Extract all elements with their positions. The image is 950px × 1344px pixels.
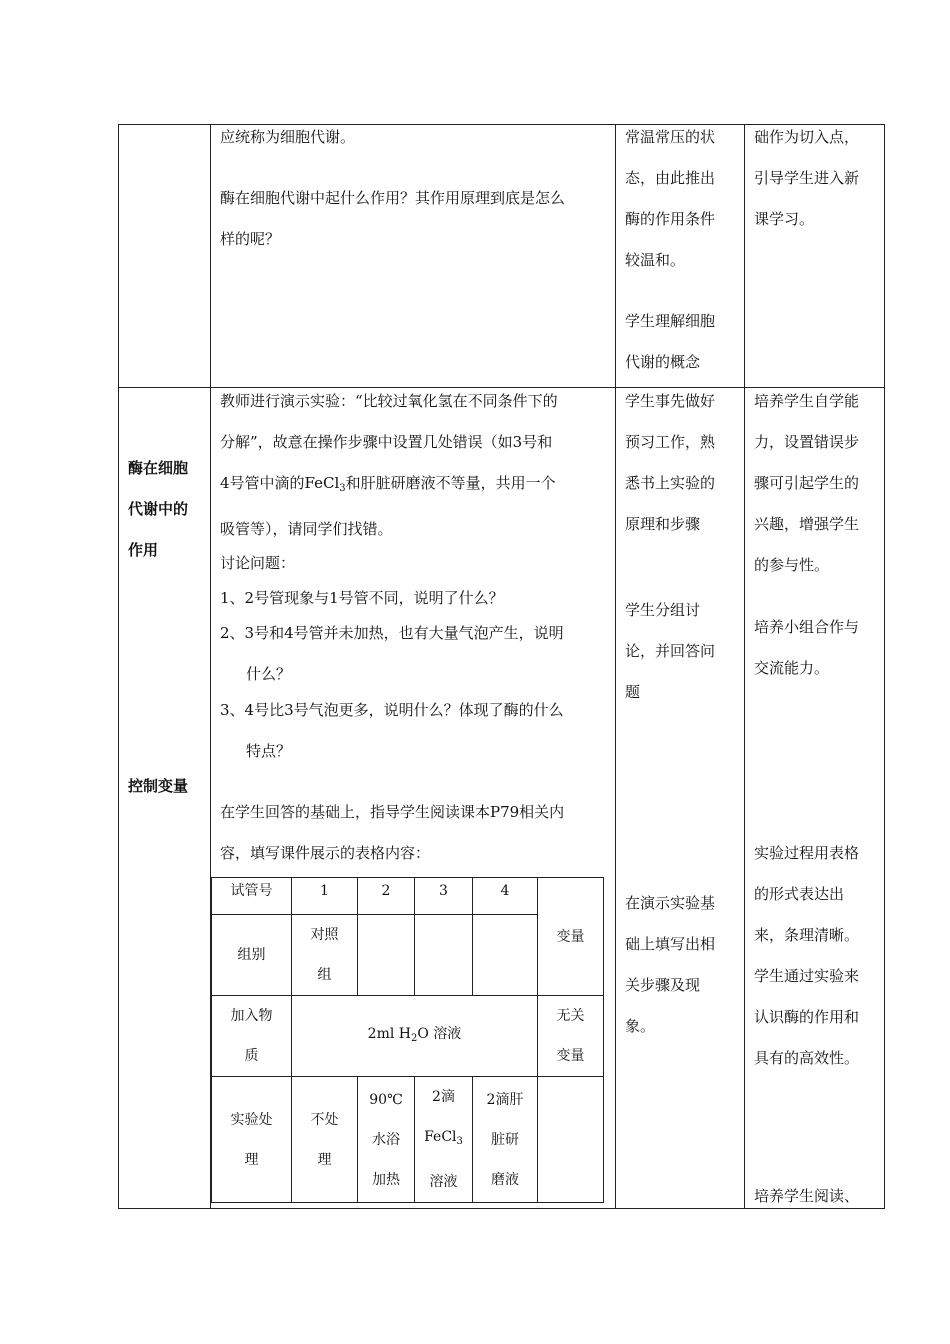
row2-student-discussion [625,590,737,713]
cell-line: 无关 [556,1008,585,1024]
table-cell [212,1077,292,1203]
cell-line: 2滴 [432,1089,455,1105]
row2-purpose-reading: 培养学生阅读、 [754,1187,860,1205]
text-line: 代谢的概念 [625,353,701,371]
table-row [212,1077,604,1203]
section-title-control-variable: 控制变量 [128,777,189,795]
text-line: 酶在细胞代谢中起什么作用？其作用原理到底是怎么 [220,189,566,207]
text-line: 作用 [128,541,159,559]
text-line: 实验过程用表格 [754,844,860,862]
text-line: 原理和步骤 [625,515,701,533]
table-cell: 变量 [538,878,604,996]
text-line: 础上填写出相 [625,935,716,953]
text-line: 学生通过实验来 [754,967,860,985]
text-line: 应统称为细胞代谢。 [220,128,356,146]
text-line: 容，填写课件展示的表格内容： [220,844,431,862]
column-divider [744,124,745,1209]
row2-content [220,381,608,550]
table-cell: 组别 [212,915,292,996]
text-line: 骤可引起学生的 [754,474,860,492]
table-cell: 3 [415,878,473,915]
text-line: 题 [625,683,641,701]
text-line: 具有的高效性。 [754,1049,860,1067]
table-cell: 2 [358,878,415,915]
text-line: 关步骤及现 [625,976,701,994]
table-cell [358,915,415,996]
table-cell [292,1077,358,1203]
text-line: 预习工作，熟 [625,433,716,451]
text-line: 教师进行演示实验：“比较过氧化氢在不同条件下的 [220,392,558,410]
section-title-enzyme-role [128,448,202,571]
row2-student-preview [625,381,737,545]
cell-line: FeCl$_3$ [424,1129,463,1147]
table-row [212,878,604,915]
text-line: 4号管中滴的FeCl$_3$和肝脏研磨液不等量，共用一个 [220,474,556,494]
row1-student-activity [625,117,737,383]
text-line: 在演示实验基 [625,894,716,912]
table-row [212,996,604,1077]
text-line: 交流能力。 [754,659,830,677]
discussion-title: 讨论问题： [220,554,296,572]
table-cell: 4 [473,878,538,915]
text-line: 较温和。 [625,251,686,269]
cell-line: 对照 [310,927,339,943]
question-continuation: 什么？ [246,665,292,683]
table-cell [538,1077,604,1203]
text-line: 在学生回答的基础上，指导学生阅读课本P79相关内 [220,803,565,821]
cell-line: 加热 [372,1171,400,1188]
text-line: 础作为切入点， [754,128,860,146]
experiment-table [211,877,604,1203]
question-item: 2、3号和4号管并未加热，也有大量气泡产生，说明 [220,624,564,642]
text-line: 代谢中的 [128,500,189,518]
question-item: 3、4号比3号气泡更多，说明什么？体现了酶的什么 [220,701,564,719]
cell-line: 加入物 [230,1008,273,1024]
table-cell [538,996,604,1077]
cell-line: 实验处 [230,1111,273,1128]
row2-purpose-cooperation [754,607,877,689]
text-line: 的形式表达出 [754,885,845,903]
text-line: 分解”，故意在操作步骤中设置几处错误（如3号和 [220,433,553,451]
cell-line: 2滴肝 [486,1091,524,1108]
cell-line: 理 [244,1151,259,1168]
table-cell [212,996,292,1077]
cell-line: 溶液 [429,1174,458,1190]
row2-student-fill-table [625,883,737,1047]
text-line: 样的呢？ [220,230,281,248]
cell-line: 不处 [310,1111,339,1128]
text-line: 酶的作用条件 [625,210,716,228]
text-line: 的参与性。 [754,556,830,574]
text-line: 学生理解细胞 [625,312,716,330]
row2-purpose-table-form [754,833,877,1079]
text-line: 培养小组合作与 [754,618,860,636]
cell-line: 变量 [556,1048,585,1064]
reading-instructions [220,792,608,874]
table-cell [415,1077,473,1203]
cell-line: 脏研 [491,1131,519,1148]
table-cell [292,915,358,996]
table-cell [473,915,538,996]
cell-line: 磨液 [491,1171,519,1188]
row2-purpose-self-study [754,381,877,586]
cell-line: 质 [244,1048,259,1064]
text-line: 学生分组讨 [625,601,701,619]
text-line: 象。 [625,1017,656,1035]
text-line: 力，设置错误步 [754,433,860,451]
column-divider [615,124,616,1209]
text-line: 来，条理清晰。 [754,926,860,944]
text-line: 悉书上实验的 [625,474,716,492]
text-line: 认识酶的作用和 [754,1008,860,1026]
table-cell: 2ml $H_2O$ 溶液 [292,996,538,1077]
text-line: 论，并回答问 [625,642,716,660]
text-line: 引导学生进入新 [754,169,860,187]
row1-content [220,117,608,260]
cell-line: 90℃ [369,1091,403,1108]
cell-line: 水浴 [372,1131,400,1148]
question-item: 1、2号管现象与1号管不同，说明了什么？ [220,589,504,607]
question-continuation: 特点？ [246,742,292,760]
text-line: 酶在细胞 [128,459,189,477]
row1-design-purpose [754,117,877,240]
text-line: 培养学生自学能 [754,392,860,410]
text-line: 课学习。 [754,210,815,228]
text-line: 态，由此推出 [625,169,716,187]
table-cell [473,1077,538,1203]
text-line: 常温常压的状 [625,128,716,146]
table-cell: 试管号 [212,878,292,915]
cell-line: 理 [317,1151,332,1168]
text-line: 吸管等），请同学们找错。 [220,520,393,538]
discussion-questions [220,546,608,651]
text-line: 兴趣，增强学生 [754,515,860,533]
cell-line: 组 [317,967,332,983]
table-cell [415,915,473,996]
text-line: 学生事先做好 [625,392,716,410]
table-cell: 1 [292,878,358,915]
table-cell [358,1077,415,1203]
